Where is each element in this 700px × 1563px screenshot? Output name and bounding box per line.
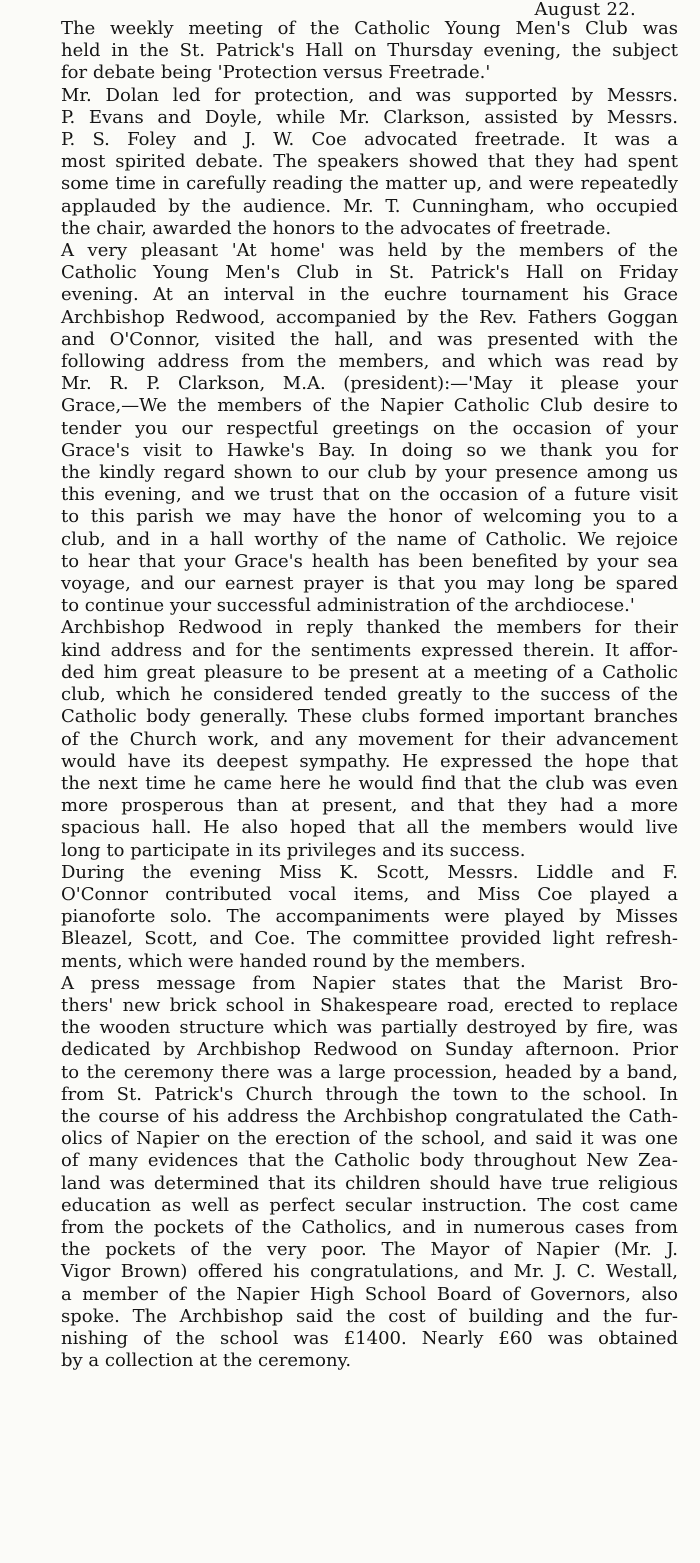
text-line: the course of his address the Archbishop congratulated the Cath-	[61, 1105, 678, 1127]
text-line: evening. At an interval in the euchre tournament his Grace	[61, 284, 678, 306]
text-line: Grace,—We the members of the Napier Catholic Club desire to	[61, 395, 678, 417]
text-line: spacious hall. He also hoped that all the members would live	[61, 817, 678, 839]
text-line: long to participate in its privileges and its success.	[61, 839, 526, 861]
text-line: ments, which were handed round by the members.	[61, 950, 526, 972]
text-line: by a collection at the ceremony.	[61, 1350, 352, 1372]
text-line: club, and in a hall worthy of the name of Catholic. We rejoice	[61, 528, 678, 550]
text-line: pianoforte solo. The accompaniments were played by Misses	[61, 906, 678, 928]
text-line: would have its deepest sympathy. He expressed the hope that	[61, 750, 678, 772]
text-line: held in the St. Patrick's Hall on Thursday evening, the subject	[61, 40, 678, 62]
article-paragraph	[19, 617, 678, 861]
text-line: Catholic body generally. These clubs formed important branches	[61, 706, 678, 728]
text-line: the wooden structure which was partially destroyed by fire, was	[61, 1017, 678, 1039]
text-line: of many evidences that the Catholic body throughout New Zea-	[61, 1150, 678, 1172]
text-line: Archbishop Redwood, accompanied by the Rev. Fathers Goggan	[61, 306, 678, 328]
text-line: A very pleasant 'At home' was held by the members of the	[61, 240, 678, 262]
article-paragraph	[19, 973, 678, 1373]
text-line: following address from the members, and which was read by	[61, 351, 678, 373]
text-line: the kindly regard shown to our club by your presence among us	[61, 462, 678, 484]
text-line: Catholic Young Men's Club in St. Patrick's Hall on Friday	[61, 262, 678, 284]
text-line: for debate being 'Protection versus Freetrade.'	[61, 62, 491, 84]
text-line: of the Church work, and any movement for their advancement	[61, 728, 678, 750]
article-paragraph	[19, 85, 678, 240]
text-line: During the evening Miss K. Scott, Messrs. Liddle and F.	[61, 861, 678, 883]
text-line: Vigor Brown) offered his congratulations, and Mr. J. C. Westall,	[61, 1261, 678, 1283]
article-paragraph	[19, 18, 678, 85]
text-line: Archbishop Redwood in reply thanked the members for their	[61, 617, 678, 639]
text-line: and O'Connor, visited the hall, and was presented with the	[61, 328, 678, 350]
text-line: dedicated by Archbishop Redwood on Sunday afternoon. Prior	[61, 1039, 678, 1061]
text-line: P. Evans and Doyle, while Mr. Clarkson, assisted by Messrs.	[61, 106, 678, 128]
article-paragraph	[19, 862, 678, 973]
text-line: Mr. Dolan led for protection, and was supported by Messrs.	[61, 84, 678, 106]
text-line: to this parish we may have the honor of welcoming you to a	[61, 506, 678, 528]
text-line: to the ceremony there was a large procession, headed by a band,	[61, 1061, 678, 1083]
text-line: applauded by the audience. Mr. T. Cunningham, who occupied	[61, 195, 678, 217]
text-line: most spirited debate. The speakers showed that they had spent	[61, 151, 678, 173]
text-line: tender you our respectful greetings on the occasion of your	[61, 417, 678, 439]
text-line: spoke. The Archbishop said the cost of building and the fur-	[61, 1305, 678, 1327]
article-paragraph	[19, 240, 678, 617]
text-line: more prosperous than at present, and that they had a more	[61, 795, 678, 817]
text-line: this evening, and we trust that on the occasion of a future visit	[61, 484, 678, 506]
dateline: August 22.	[534, 0, 636, 20]
text-line: some time in carefully reading the matter up, and were repeatedly	[61, 173, 678, 195]
text-line: club, which he considered tended greatly to the success of the	[61, 684, 678, 706]
text-line: Bleazel, Scott, and Coe. The committee provided light refresh-	[61, 928, 678, 950]
text-line: thers' new brick school in Shakespeare road, erected to replace	[61, 994, 678, 1016]
text-line: the chair, awarded the honors to the advocates of freetrade.	[61, 217, 612, 239]
article-body	[19, 18, 678, 1372]
text-line: olics of Napier on the erection of the school, and said it was one	[61, 1128, 678, 1150]
text-line: P. S. Foley and J. W. Coe advocated freetrade. It was a	[61, 129, 678, 151]
text-line: voyage, and our earnest prayer is that you may long be spared	[61, 573, 678, 595]
text-line: The weekly meeting of the Catholic Young Men's Club was	[61, 18, 678, 39]
text-line: O'Connor contributed vocal items, and Miss Coe played a	[61, 883, 678, 905]
text-line: to continue your successful administration of the archdiocese.'	[61, 595, 635, 617]
text-line: from St. Patrick's Church through the town to the school. In	[61, 1083, 678, 1105]
text-line: to hear that your Grace's health has been benefited by your sea	[61, 550, 678, 572]
text-line: a member of the Napier High School Board of Governors, also	[61, 1283, 678, 1305]
text-line: kind address and for the sentiments expressed therein. It affor-	[61, 639, 678, 661]
text-line: Mr. R. P. Clarkson, M.A. (president):—'May it please your	[61, 373, 678, 395]
text-line: Grace's visit to Hawke's Bay. In doing so we thank you for	[61, 439, 678, 461]
text-line: the pockets of the very poor. The Mayor of Napier (Mr. J.	[61, 1239, 678, 1261]
text-line: the next time he came here he would find that the club was even	[61, 772, 678, 794]
text-line: education as well as perfect secular instruction. The cost came	[61, 1194, 678, 1216]
text-line: land was determined that its children should have true religious	[61, 1172, 678, 1194]
text-line: ded him great pleasure to be present at a meeting of a Catholic	[61, 661, 678, 683]
text-line: from the pockets of the Catholics, and in numerous cases from	[61, 1216, 678, 1238]
text-line: nishing of the school was £1400. Nearly £60 was obtained	[61, 1327, 678, 1349]
text-line: A press message from Napier states that the Marist Bro-	[61, 972, 678, 994]
